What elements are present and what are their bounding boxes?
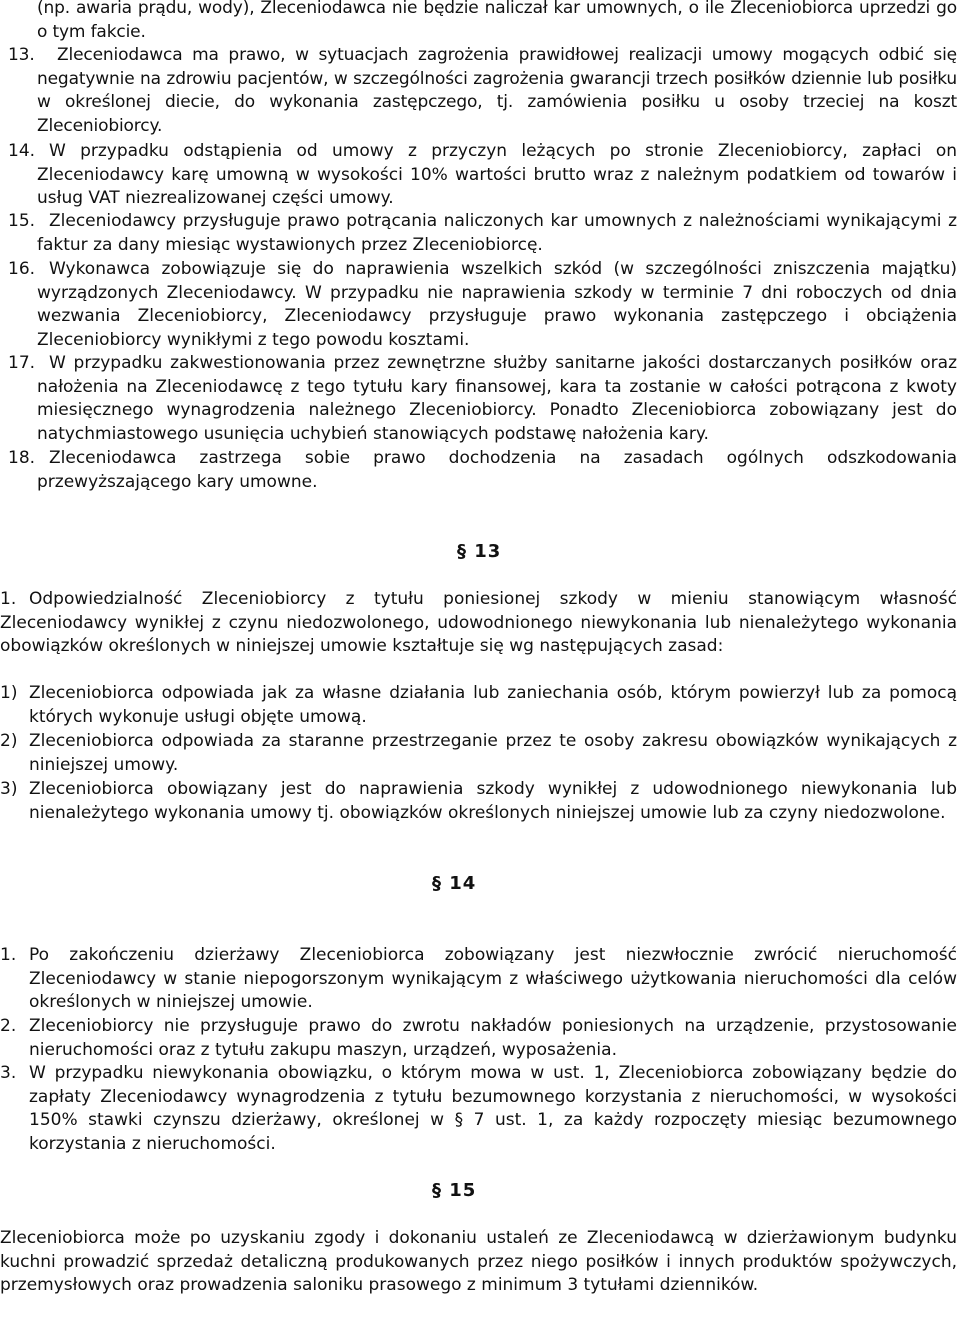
section-14-heading: § 14 [432,873,477,894]
section-15-text: Zleceniobiorca może po uzyskaniu zgody i dokonaniu ustaleń ze Zleceniodawcą w dzierżawionym budynku kuchni prowadzić sprzedaż detaliczną produkowanych przez niego posiłków i innych produktów spożywczych, przemysłowych oraz prowadzenia saloniku prasowego z minimum 3 tytułami dzienników. [0,1228,957,1295]
item-16-text: Wykonawca zobowiązuje się do naprawienia wszelkich szkód (w szczególności zniszczenia majątku) wyrządzonych Zleceniodawcy. W przypadku nie naprawienia szkody w terminie 7 dni roboczych od dnia wezwania Zleceniobiorcy, Zleceniodawcy przysługuje prawo wykonania zastępczego i obciążenia Zleceniobiorcy wynikłymi z tego powodu kosztami. [37,259,957,350]
section-13-point-1-text: Zleceniobiorca odpowiada jak za własne działania lub zaniechania osób, którym powierzył lub za pomocą których wykonuje usługi objęte umową. [29,683,957,727]
item-15-text: Zleceniodawcy przysługuje prawo potrącania naliczonych kar umownych z należnościami wynikającymi z faktur za dany miesiąc wystawionych przez Zleceniobiorcę. [37,211,957,255]
section-14-item-1-text: Po zakończeniu dzierżawy Zleceniobiorca zobowiązany jest niezwłocznie zwrócić nieruchomość Zleceniodawcy w stanie niepogorszonym wynikającym z właściwego użytkowania nieruchomości dla celów określonych w niniejszej umowie. [29,945,957,1012]
section-15-heading: § 15 [432,1180,477,1201]
section-13-point-2-number: 2) [0,731,18,751]
item-18-text: Zleceniodawca zastrzega sobie prawo dochodzenia na zasadach ogólnych odszkodowania przewyższającego kary umowne. [37,448,957,492]
item-16-number: 16. [8,259,36,279]
section-14-item-1-number: 1. [0,945,17,965]
item-13-text: Zleceniodawca ma prawo, w sytuacjach zagrożenia prawidłowej realizacji umowy mogących odbić się negatywnie na zdrowiu pacjentów, w szczególności zagrożenia gwarancji trzech posiłków dziennie lub posiłku w określonej diecie, do wykonania zastępczego, tj. zamówienia posiłku u osoby trzeciej na koszt Zleceniobiorcy. [37,45,957,136]
item-12-continuation: (np. awaria prądu, wody), Zleceniodawca nie będzie naliczał kar umownych, o ile Zleceniobiorca uprzedzi go o tym fakcie. [37,0,957,42]
item-17-text: W przypadku zakwestionowania przez zewnętrzne służby sanitarne jakości dostarczanych posiłków oraz nałożenia na Zleceniodawcę z tego tytułu kary finansowej, kara ta zostanie w całości potrącona z kwoty miesięcznego wynagrodzenia należnego Zleceniobiorcy. Ponadto Zleceniobiorca zobowiązany jest do natychmiastowego usunięcia uchybień stanowiących podstawę nałożenia kary. [37,353,957,444]
item-18-number: 18. [8,448,36,468]
section-13-item-1-number: 1. [0,589,17,609]
section-13-point-3-text: Zleceniobiorca obowiązany jest do naprawienia szkody wynikłej z udowodnionego niewykonania lub nienależytego wykonania umowy tj. obowiązków określonych niniejszej umowie lub za czyny niedozwolone. [29,779,957,823]
section-13-intro-text: Odpowiedzialność Zleceniobiorcy z tytułu poniesionej szkody w mieniu stanowiącym własność Zleceniodawcy wynikłej z czynu niedozwolonego, udowodnionego niewykonania lub nienależytego wykonania obowiązków określonych w niniejszej umowie kształtuje się wg następujących zasad: [0,589,957,656]
section-14-item-3-text: W przypadku niewykonania obowiązku, o którym mowa w ust. 1, Zleceniobiorca zobowiązany będzie do zapłaty Zleceniodawcy wynagrodzenia z tytułu bezumownego korzystania z nieruchomości, w wysokości 150% stawki czynszu dzierżawy, określonej w § 7 ust. 1, za każdy rozpoczęty miesiąc bezumownego korzystania z nieruchomości. [29,1063,957,1154]
item-17-number: 17. [8,353,36,373]
section-13-heading: § 13 [457,541,502,562]
section-14-item-2-number: 2. [0,1016,17,1036]
item-13-number: 13. [8,45,35,65]
section-14-item-2-text: Zleceniobiorcy nie przysługuje prawo do zwrotu nakładów poniesionych na urządzenie, przystosowanie nieruchomości oraz z tytułu zakupu maszyn, urządzeń, wyposażenia. [29,1016,957,1060]
item-14-text: W przypadku odstąpienia od umowy z przyczyn leżących po stronie Zleceniobiorcy, zapłaci on Zleceniodawcy karę umowną w wysokości 10% wartości brutto wraz z należnym podatkiem od towarów i usług VAT niezrealizowanej części umowy. [37,141,957,208]
section-14-item-3-number: 3. [0,1063,17,1083]
item-15-number: 15. [8,211,36,231]
section-13-point-3-number: 3) [0,779,18,799]
section-13-point-2-text: Zleceniobiorca odpowiada za staranne przestrzeganie przez te osoby zakresu obowiązków wynikających z niniejszej umowy. [29,731,957,775]
section-13-point-1-number: 1) [0,683,18,703]
item-14-number: 14. [8,141,36,161]
